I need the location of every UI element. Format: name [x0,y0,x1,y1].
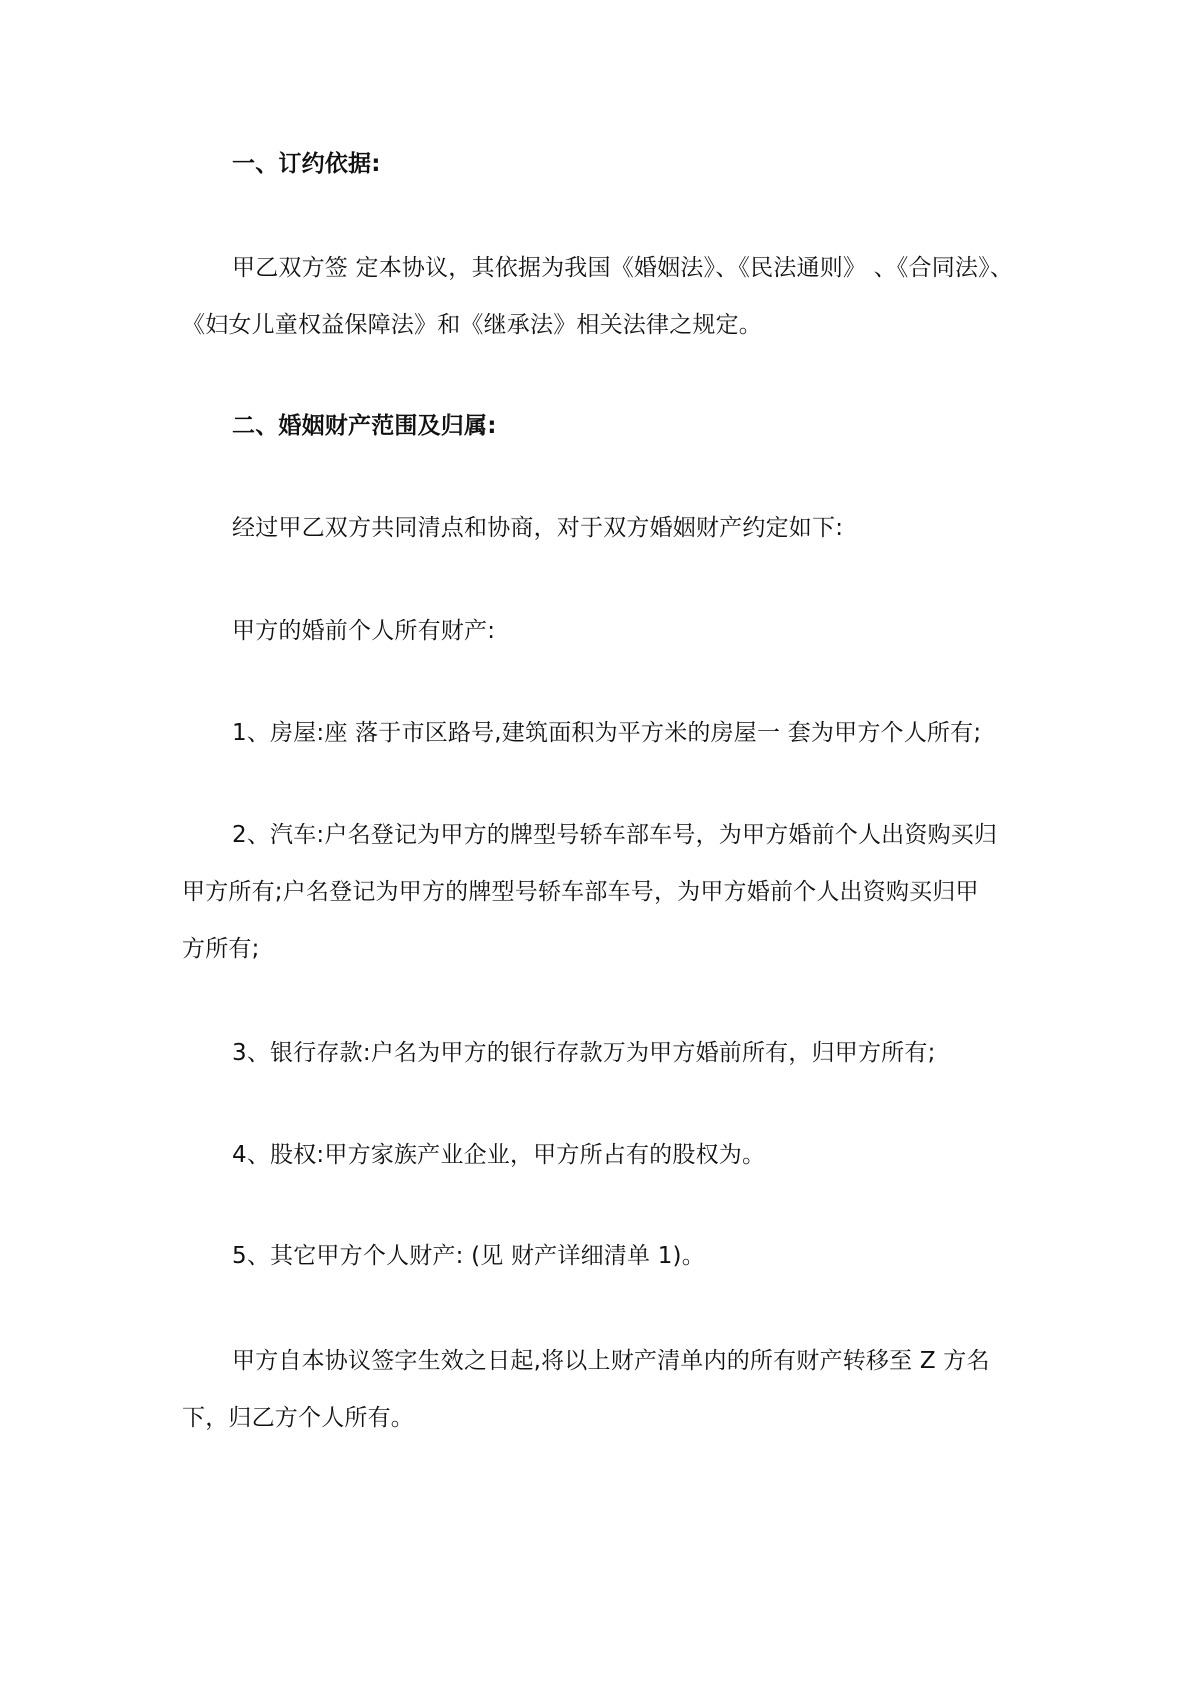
item3-bank-deposit: 3、银行存款:户名为甲方的银行存款万为甲方婚前所有，归甲方所有; [232,1040,936,1066]
section1-paragraph-line1: 甲乙双方签 定本协议，其依据为我国《婚姻法》、《民法通则》 、《合同法》、 [232,255,1014,281]
section1-heading: 一、订约依据: [232,151,381,177]
closing-paragraph-line2: 下，归乙方个人所有。 [182,1405,414,1431]
item2-car-line2: 甲方所有;户名登记为甲方的牌型号轿车部车号，为甲方婚前个人出资购买归甲 [182,879,979,905]
section1-paragraph-line2: 《妇女儿童权益保障法》和《继承法》相关法律之规定。 [182,312,762,338]
section2-intro: 经过甲乙双方共同清点和协商，对于双方婚姻财产约定如下: [232,515,844,541]
section2-subheading: 甲方的婚前个人所有财产: [232,618,496,644]
closing-paragraph-line1: 甲方自本协议签字生效之日起,将以上财产清单内的所有财产转移至 Z 方名 [232,1348,990,1374]
item4-equity: 4、股权:甲方家族产业企业，甲方所占有的股权为。 [232,1142,766,1168]
section2-heading: 二、婚姻财产范围及归属: [232,413,497,439]
item1-house: 1、房屋:座 落于市区路号,建筑面积为平方米的房屋一 套为甲方个人所有; [232,720,982,746]
item5-other-property: 5、其它甲方个人财产: (见 财产详细清单 1)。 [232,1243,705,1269]
item2-car-line1: 2、汽车:户名登记为甲方的牌型号轿车部车号，为甲方婚前个人出资购买归 [232,822,998,848]
item2-car-line3: 方所有; [182,936,260,962]
